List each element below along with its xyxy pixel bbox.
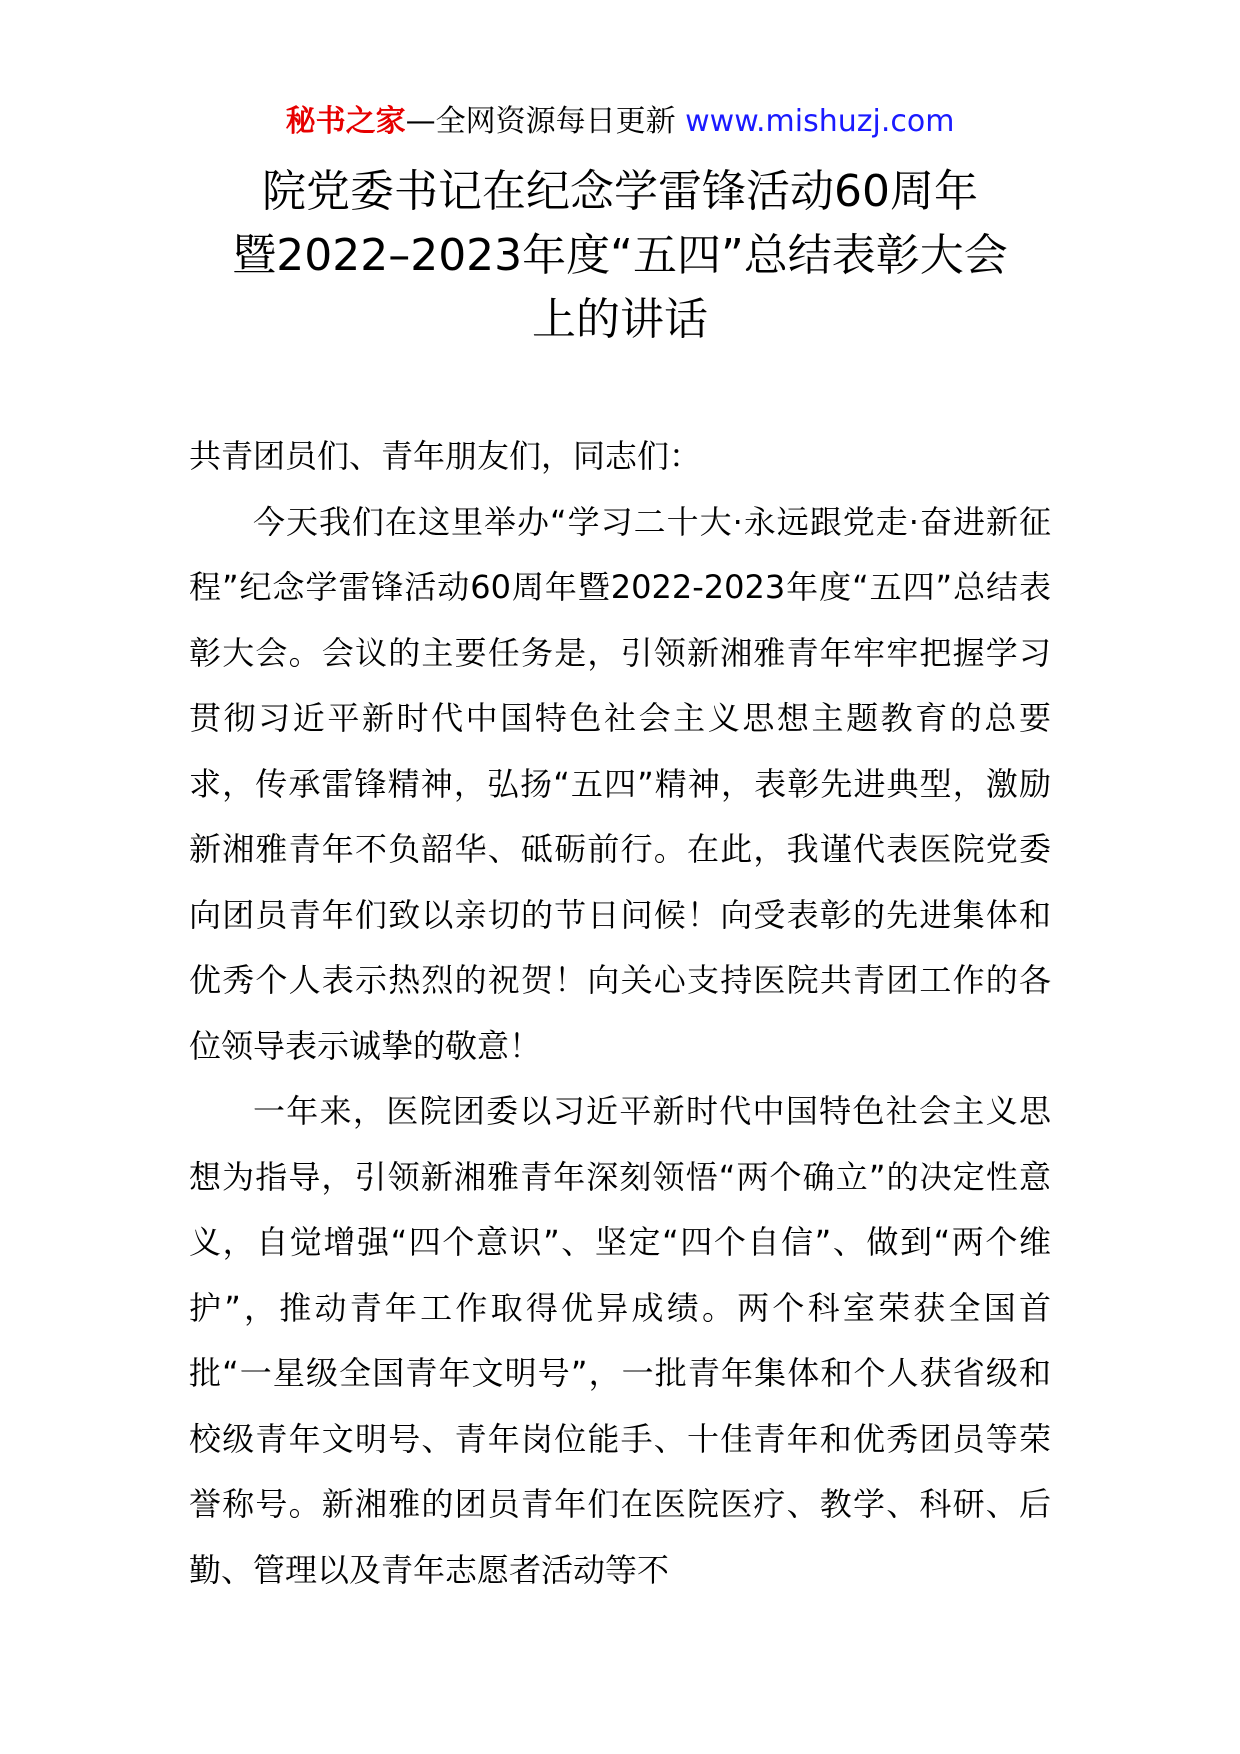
header-tagline: —全网资源每日更新 (405, 104, 686, 139)
title-line-2: 暨2022–2023年度“五四”总结表彰大会 (232, 230, 1008, 281)
document-title (0, 160, 1240, 352)
document-body (189, 424, 1051, 1603)
site-url-link[interactable]: www.mishuzj.com (685, 104, 955, 139)
title-line-1: 院党委书记在纪念学雷锋活动60周年 (262, 166, 978, 217)
body-paragraph-1: 今天我们在这里举办“学习二十大·永远跟党走·奋进新征程”纪念学雷锋活动60周年暨2022-2023年度“五四”总结表彰大会。会议的主要任务是，引领新湘雅青年牢牢把握学习贯彻习近平新时代中国特色社会主义思想主题教育的总要求，传承雷锋精神，弘扬“五四”精神，表彰先进典型，激励新湘雅青年不负韶华、砥砺前行。在此，我谨代表医院党委向团员青年们致以亲切的节日问候！向受表彰的先进集体和优秀个人表示热烈的祝贺！向关心支持医院共青团工作的各位领导表示诚挚的敬意！ (189, 502, 1051, 1065)
site-header (0, 102, 1240, 142)
salutation: 共青团员们、青年朋友们，同志们： (189, 437, 702, 475)
title-line-3: 上的讲话 (532, 294, 708, 345)
body-paragraph-2: 一年来，医院团委以习近平新时代中国特色社会主义思想为指导，引领新湘雅青年深刻领悟“两个确立”的决定性意义，自觉增强“四个意识”、坚定“四个自信”、做到“两个维护”，推动青年工作取得优异成绩。两个科室荣获全国首批“一星级全国青年文明号”，一批青年集体和个人获省级和校级青年文明号、青年岗位能手、十佳青年和优秀团员等荣誉称号。新湘雅的团员青年们在医院医疗、教学、科研、后勤、管理以及青年志愿者活动等不 (189, 1092, 1051, 1589)
brand-name: 秘书之家 (285, 104, 406, 139)
